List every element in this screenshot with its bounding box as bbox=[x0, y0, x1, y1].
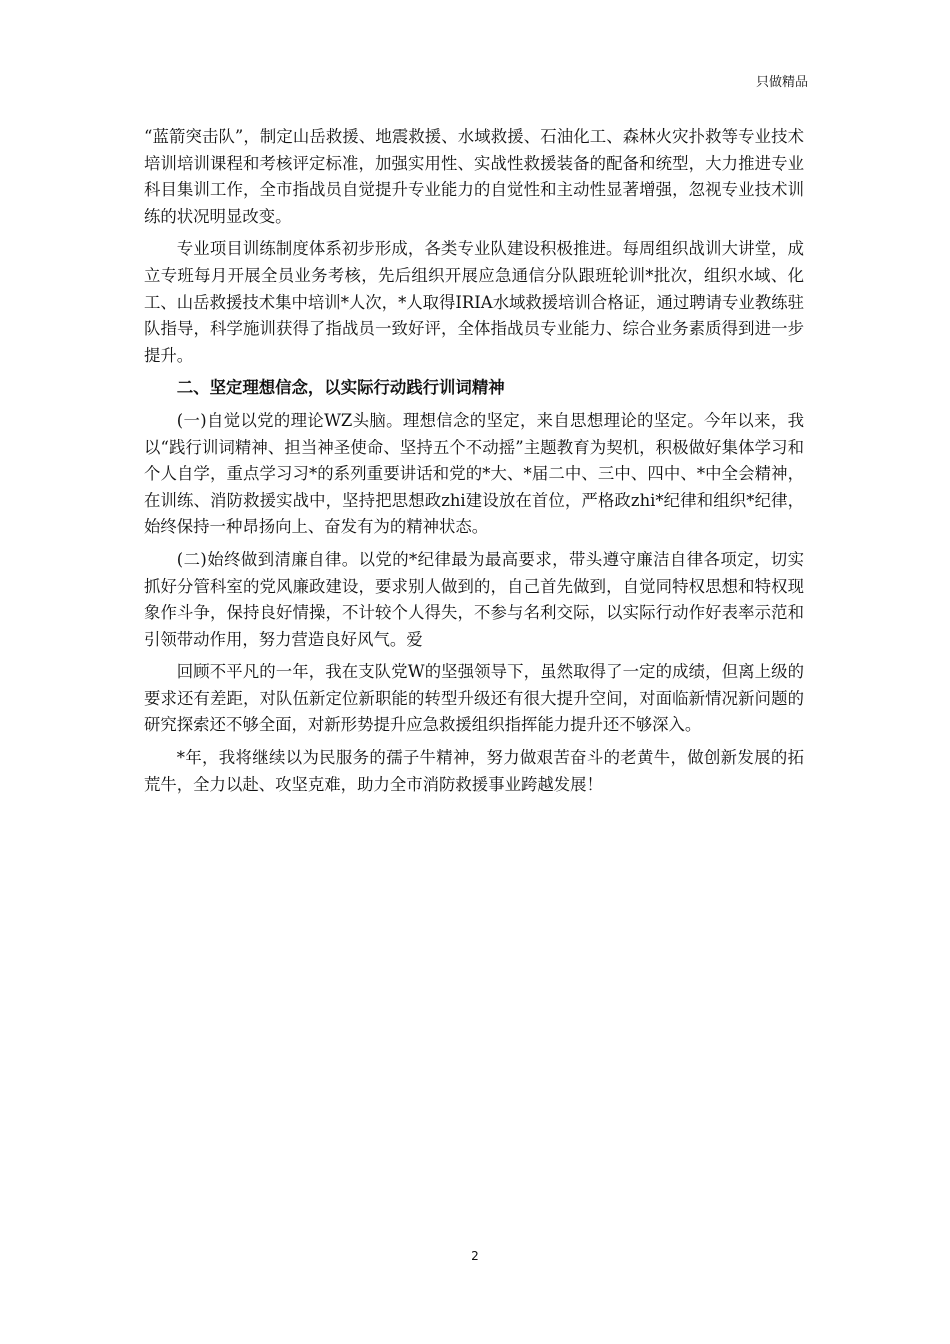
document-body bbox=[144, 124, 804, 804]
section-heading-2: 二、坚定理想信念，以实际行动践行训词精神 bbox=[176, 378, 505, 398]
paragraph-4: (二)始终做到清廉自律。以党的*纪律最为最高要求，带头遵守廉洁自律各项定，切实抓好分管科室的党风廉政建设，要求别人做到的，自己首先做到，自觉同特权思想和特权现象作斗争，保持良好情操，不计较个人得失，不参与名利交际，以实际行动作好表率示范和引领带动作用，努力营造良好风气。爱 bbox=[144, 549, 804, 649]
page-number: 2 bbox=[471, 1249, 479, 1263]
paragraph-5: 回顾不平凡的一年，我在支队党W的坚强领导下，虽然取得了一定的成绩，但离上级的要求还有差距，对队伍新定位新职能的转型升级还有很大提升空间，对面临新情况新问题的研究探索还不够全面，对新形势提升应急救援组织指挥能力提升还不够深入。 bbox=[144, 662, 804, 735]
paragraph-3: (一)自觉以党的理论WZ头脑。理想信念的坚定，来自思想理论的坚定。今年以来，我以“践行训词精神、担当神圣使命、坚持五个不动摇”主题教育为契机，积极做好集体学习和个人自学，重点学习习*的系列重要讲话和党的*大、*届二中、三中、四中、*中全会精神，在训练、消防救援实战中，坚持把思想政zhi建设放在首位，严格政zhi*纪律和组织*纪律，始终保持一种昂扬向上、奋发有为的精神状态。 bbox=[144, 410, 804, 537]
paragraph-2: 专业项目训练制度体系初步形成，各类专业队建设积极推进。每周组织战训大讲堂，成立专班每月开展全员业务考核，先后组织开展应急通信分队跟班轮训*批次，组织水域、化工、山岳救援技术集中培训*人次，*人取得IRIA水域救援培训合格证，通过聘请专业教练驻队指导，科学施训获得了指战员一致好评，全体指战员专业能力、综合业务素质得到进一步提升。 bbox=[144, 239, 804, 365]
paragraph-1: “蓝箭突击队”，制定山岳救援、地震救援、水域救援、石油化工、森林火灾扑救等专业技术培训培训课程和考核评定标准，加强实用性、实战性救援装备的配备和统型，大力推进专业科目集训工作，全市指战员自觉提升专业能力的自觉性和主动性显著增强，忽视专业技术训练的状况明显改变。 bbox=[144, 127, 804, 226]
header-label: 只做精品 bbox=[755, 75, 808, 90]
paragraph-6: *年，我将继续以为民服务的孺子牛精神，努力做艰苦奋斗的老黄牛，做创新发展的拓荒牛，全力以赴、攻坚克难，助力全市消防救援事业跨越发展！ bbox=[144, 748, 804, 794]
